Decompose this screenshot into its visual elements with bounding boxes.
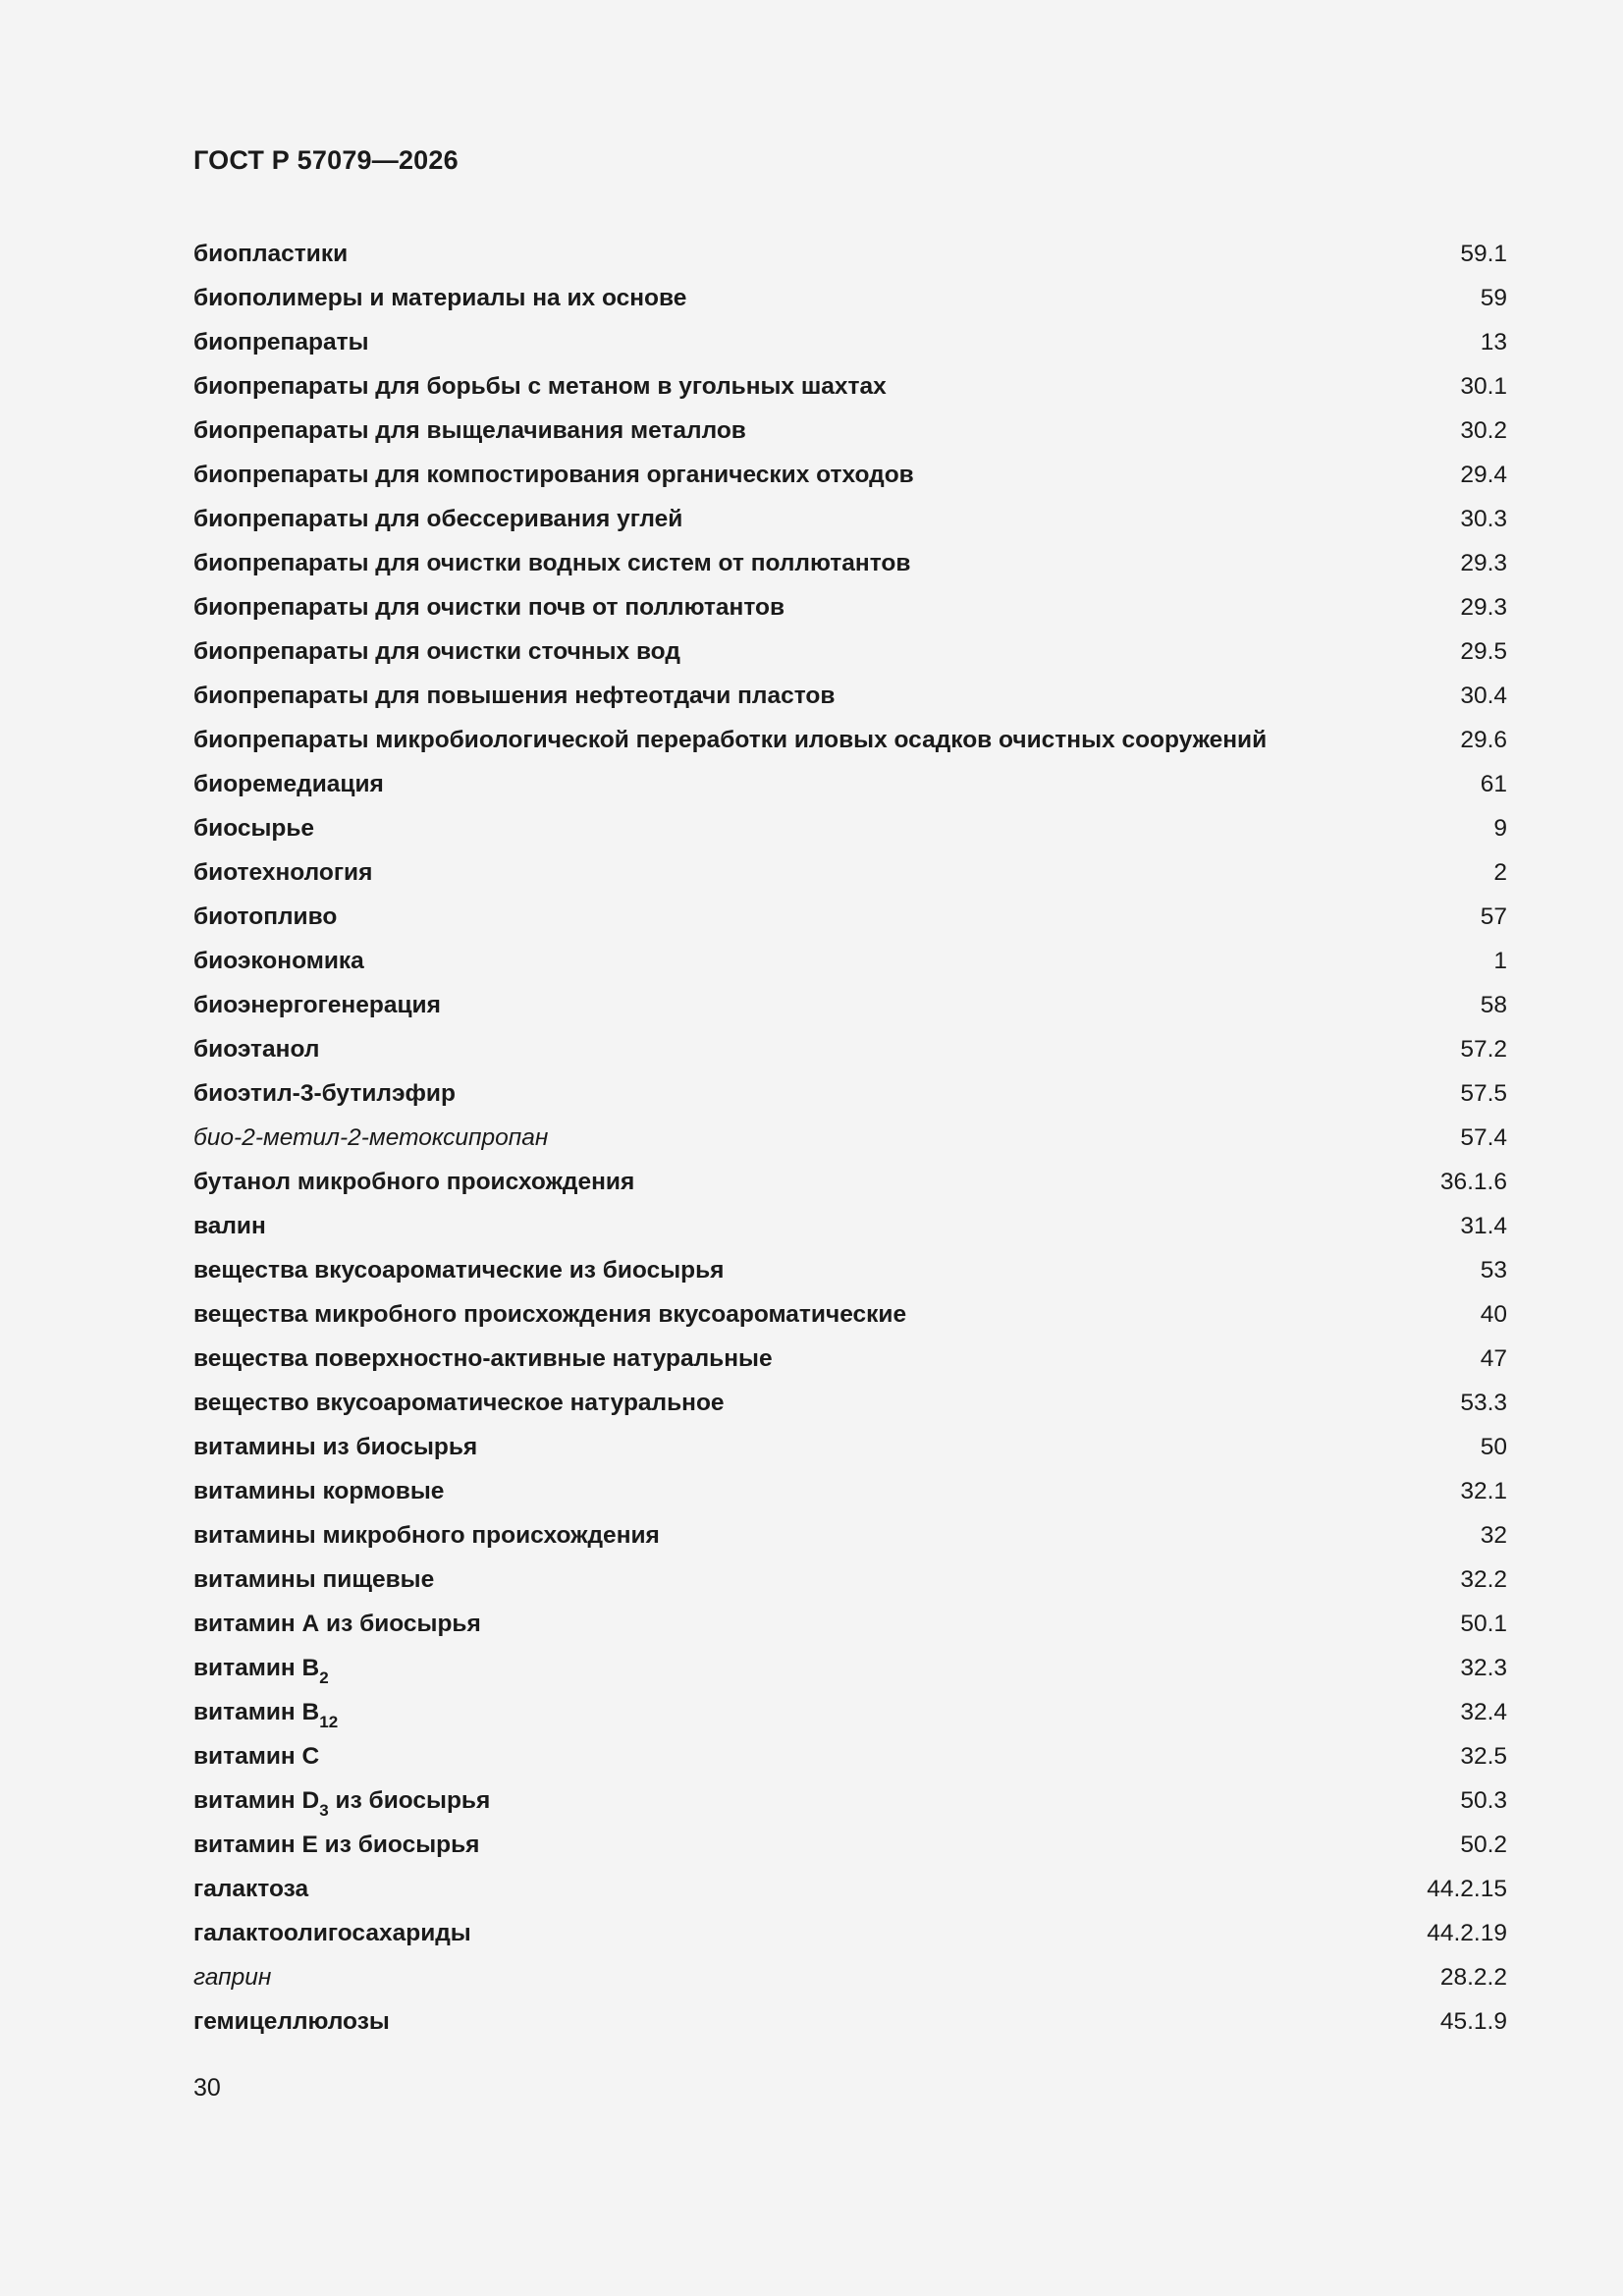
index-term <box>193 1823 479 1867</box>
index-reference: 53.3 <box>1460 1390 1507 1416</box>
index-term-text: биопластики <box>193 241 349 267</box>
index-entry <box>193 1071 1507 1116</box>
index-term-text: био-2-метил-2-метоксипропан <box>193 1124 549 1151</box>
index-term <box>193 674 835 718</box>
index-term <box>193 364 887 409</box>
index-term-text: бутанол микробного происхождения <box>193 1169 635 1195</box>
index-term-text: витамин С <box>193 1743 320 1770</box>
alphabetical-index <box>193 232 1507 2044</box>
index-term-text: витамин Е из биосырья <box>193 1831 480 1858</box>
index-reference: 30.2 <box>1460 417 1507 444</box>
index-term <box>193 1558 434 1602</box>
index-term-text: биопрепараты <box>193 329 369 355</box>
index-term-suffix: из биосырья <box>328 1787 491 1814</box>
index-term-text: биопрепараты для обессеривания углей <box>193 506 683 532</box>
index-term-text: биоэтил-3-бутилэфир <box>193 1080 456 1107</box>
index-reference: 36.1.6 <box>1439 1169 1507 1195</box>
index-term-text: вещества поверхностно-активные натуральные <box>193 1345 773 1372</box>
index-term-text: галактоолигосахариды <box>193 1920 471 1946</box>
index-term <box>193 1204 266 1248</box>
index-entry <box>193 629 1507 674</box>
index-term-text: биотехнология <box>193 859 373 886</box>
index-term-text: биоэкономика <box>193 948 364 974</box>
index-term-text: биопрепараты для очистки сточных вод <box>193 638 680 665</box>
index-entry <box>193 276 1507 320</box>
index-reference: 59 <box>1480 285 1507 311</box>
index-reference: 30.4 <box>1460 683 1507 709</box>
index-term <box>193 895 337 939</box>
index-term-text: биоремедиация <box>193 771 384 797</box>
index-reference: 29.6 <box>1460 727 1507 753</box>
index-reference: 45.1.9 <box>1439 2008 1507 2035</box>
index-reference: 50 <box>1480 1434 1507 1460</box>
index-term <box>193 232 348 276</box>
index-term-text: витамины кормовые <box>193 1478 445 1504</box>
index-entry <box>193 1999 1507 2044</box>
index-reference: 28.2.2 <box>1439 1964 1507 1991</box>
index-reference: 50.3 <box>1460 1787 1507 1814</box>
index-reference: 61 <box>1480 771 1507 797</box>
index-term-text: витамин D <box>193 1787 320 1814</box>
index-term-text: вещества вкусоароматические из биосырья <box>193 1257 725 1284</box>
index-entry <box>193 453 1507 497</box>
index-term <box>193 1602 481 1646</box>
index-entry <box>193 1690 1507 1734</box>
index-entry <box>193 806 1507 850</box>
index-reference: 44.2.19 <box>1427 1920 1507 1946</box>
index-reference: 32.3 <box>1460 1655 1507 1681</box>
index-entry <box>193 939 1507 983</box>
index-entry <box>193 1425 1507 1469</box>
index-entry <box>193 1160 1507 1204</box>
index-entry <box>193 409 1507 453</box>
index-entry <box>193 1513 1507 1558</box>
index-reference: 32.1 <box>1460 1478 1507 1504</box>
index-term <box>193 718 1267 762</box>
index-term <box>193 1292 906 1337</box>
index-entry <box>193 983 1507 1027</box>
index-term-text: витамин B <box>193 1699 320 1725</box>
index-entry <box>193 1381 1507 1425</box>
index-reference: 58 <box>1480 992 1507 1018</box>
index-entry <box>193 232 1507 276</box>
index-entry <box>193 762 1507 806</box>
index-term-text: витамины из биосырья <box>193 1434 478 1460</box>
index-term <box>193 1734 319 1778</box>
index-term <box>193 1425 477 1469</box>
index-term <box>193 585 784 629</box>
index-term <box>193 850 372 895</box>
index-term <box>193 453 914 497</box>
index-term <box>193 1469 444 1513</box>
index-entry <box>193 1204 1507 1248</box>
index-entry <box>193 1955 1507 1999</box>
index-term-text: витамины микробного происхождения <box>193 1522 660 1549</box>
index-reference: 44.2.15 <box>1427 1876 1507 1902</box>
index-entry <box>193 1248 1507 1292</box>
index-term <box>193 1116 548 1160</box>
index-term-text: вещества микробного происхождения вкусоароматические <box>193 1301 907 1328</box>
index-entry <box>193 1911 1507 1955</box>
index-entry <box>193 1646 1507 1690</box>
index-term-text: биопрепараты для очистки почв от поллютантов <box>193 594 785 621</box>
index-term-text: гаприн <box>193 1964 272 1991</box>
index-entry <box>193 320 1507 364</box>
index-term <box>193 320 369 364</box>
index-term <box>193 1999 390 2044</box>
index-entry <box>193 1027 1507 1071</box>
index-entry <box>193 1116 1507 1160</box>
index-term-subscript: 12 <box>319 1712 339 1731</box>
index-term <box>193 1337 773 1381</box>
index-term-text: биоэнергогенерация <box>193 992 441 1018</box>
index-reference: 13 <box>1480 329 1507 355</box>
index-term-text: витамин B <box>193 1655 320 1681</box>
index-term <box>193 1911 471 1955</box>
index-entry <box>193 497 1507 541</box>
index-entry <box>193 1602 1507 1646</box>
index-term <box>193 983 441 1027</box>
index-term-text: галактоза <box>193 1876 309 1902</box>
index-reference: 30.1 <box>1460 373 1507 400</box>
index-entry <box>193 1778 1507 1823</box>
index-term <box>193 1027 319 1071</box>
index-term <box>193 276 686 320</box>
index-term <box>193 762 384 806</box>
index-term <box>193 939 364 983</box>
index-reference: 29.5 <box>1460 638 1507 665</box>
index-term <box>193 629 680 674</box>
index-term-text: витамин А из биосырья <box>193 1611 481 1637</box>
index-reference: 29.3 <box>1460 550 1507 576</box>
index-term <box>193 1955 271 1999</box>
index-entry <box>193 1867 1507 1911</box>
index-reference: 57 <box>1480 903 1507 930</box>
index-reference: 9 <box>1493 815 1507 842</box>
index-reference: 47 <box>1480 1345 1507 1372</box>
index-reference: 40 <box>1480 1301 1507 1328</box>
index-reference: 32 <box>1480 1522 1507 1549</box>
index-term <box>193 1778 490 1823</box>
index-reference: 57.2 <box>1460 1036 1507 1063</box>
index-entry <box>193 850 1507 895</box>
index-reference: 59.1 <box>1460 241 1507 267</box>
index-term <box>193 497 682 541</box>
index-reference: 50.1 <box>1460 1611 1507 1637</box>
index-term-text: биопрепараты для очистки водных систем от поллютантов <box>193 550 911 576</box>
index-reference: 1 <box>1493 948 1507 974</box>
index-term-text: биосырье <box>193 815 315 842</box>
index-term <box>193 541 910 585</box>
index-reference: 57.5 <box>1460 1080 1507 1107</box>
index-reference: 50.2 <box>1460 1831 1507 1858</box>
index-term-subscript: 3 <box>319 1800 329 1820</box>
index-entry <box>193 895 1507 939</box>
index-reference: 30.3 <box>1460 506 1507 532</box>
index-term-text: биопрепараты для борьбы с метаном в угольных шахтах <box>193 373 887 400</box>
index-reference: 31.4 <box>1460 1213 1507 1239</box>
index-term <box>193 806 314 850</box>
index-term-text: биопрепараты для выщелачивания металлов <box>193 417 746 444</box>
index-reference: 32.5 <box>1460 1743 1507 1770</box>
index-entry <box>193 1823 1507 1867</box>
index-term <box>193 1381 725 1425</box>
index-reference: 32.4 <box>1460 1699 1507 1725</box>
index-reference: 29.3 <box>1460 594 1507 621</box>
index-entry <box>193 1337 1507 1381</box>
index-term-text: биопрепараты для компостирования органических отходов <box>193 462 914 488</box>
index-reference: 32.2 <box>1460 1566 1507 1593</box>
index-term-text: гемицеллюлозы <box>193 2008 390 2035</box>
index-reference: 57.4 <box>1460 1124 1507 1151</box>
index-term-text: биопрепараты микробиологической переработки иловых осадков очистных сооружений <box>193 727 1268 753</box>
index-entry <box>193 1292 1507 1337</box>
index-term-text: биопрепараты для повышения нефтеотдачи пластов <box>193 683 836 709</box>
index-term-text: биоэтанол <box>193 1036 320 1063</box>
index-term <box>193 409 746 453</box>
index-term-text: биополимеры и материалы на их основе <box>193 285 687 311</box>
index-reference: 53 <box>1480 1257 1507 1284</box>
document-header: ГОСТ Р 57079—2026 <box>193 145 459 175</box>
index-term <box>193 1867 308 1911</box>
index-term <box>193 1690 338 1734</box>
index-entry <box>193 585 1507 629</box>
index-entry <box>193 1558 1507 1602</box>
index-term-subscript: 2 <box>319 1667 329 1687</box>
index-term-text: витамины пищевые <box>193 1566 435 1593</box>
index-term-text: вещество вкусоароматическое натуральное <box>193 1390 725 1416</box>
index-term <box>193 1248 724 1292</box>
index-entry <box>193 1469 1507 1513</box>
index-entry <box>193 674 1507 718</box>
index-entry <box>193 718 1507 762</box>
index-entry <box>193 541 1507 585</box>
index-term <box>193 1071 456 1116</box>
index-term-text: валин <box>193 1213 266 1239</box>
index-reference: 2 <box>1493 859 1507 886</box>
index-term-text: биотопливо <box>193 903 338 930</box>
index-term <box>193 1513 660 1558</box>
index-term <box>193 1160 634 1204</box>
index-reference: 29.4 <box>1460 462 1507 488</box>
index-entry <box>193 1734 1507 1778</box>
page-number: 30 <box>193 2074 221 2102</box>
index-term <box>193 1646 329 1690</box>
index-entry <box>193 364 1507 409</box>
